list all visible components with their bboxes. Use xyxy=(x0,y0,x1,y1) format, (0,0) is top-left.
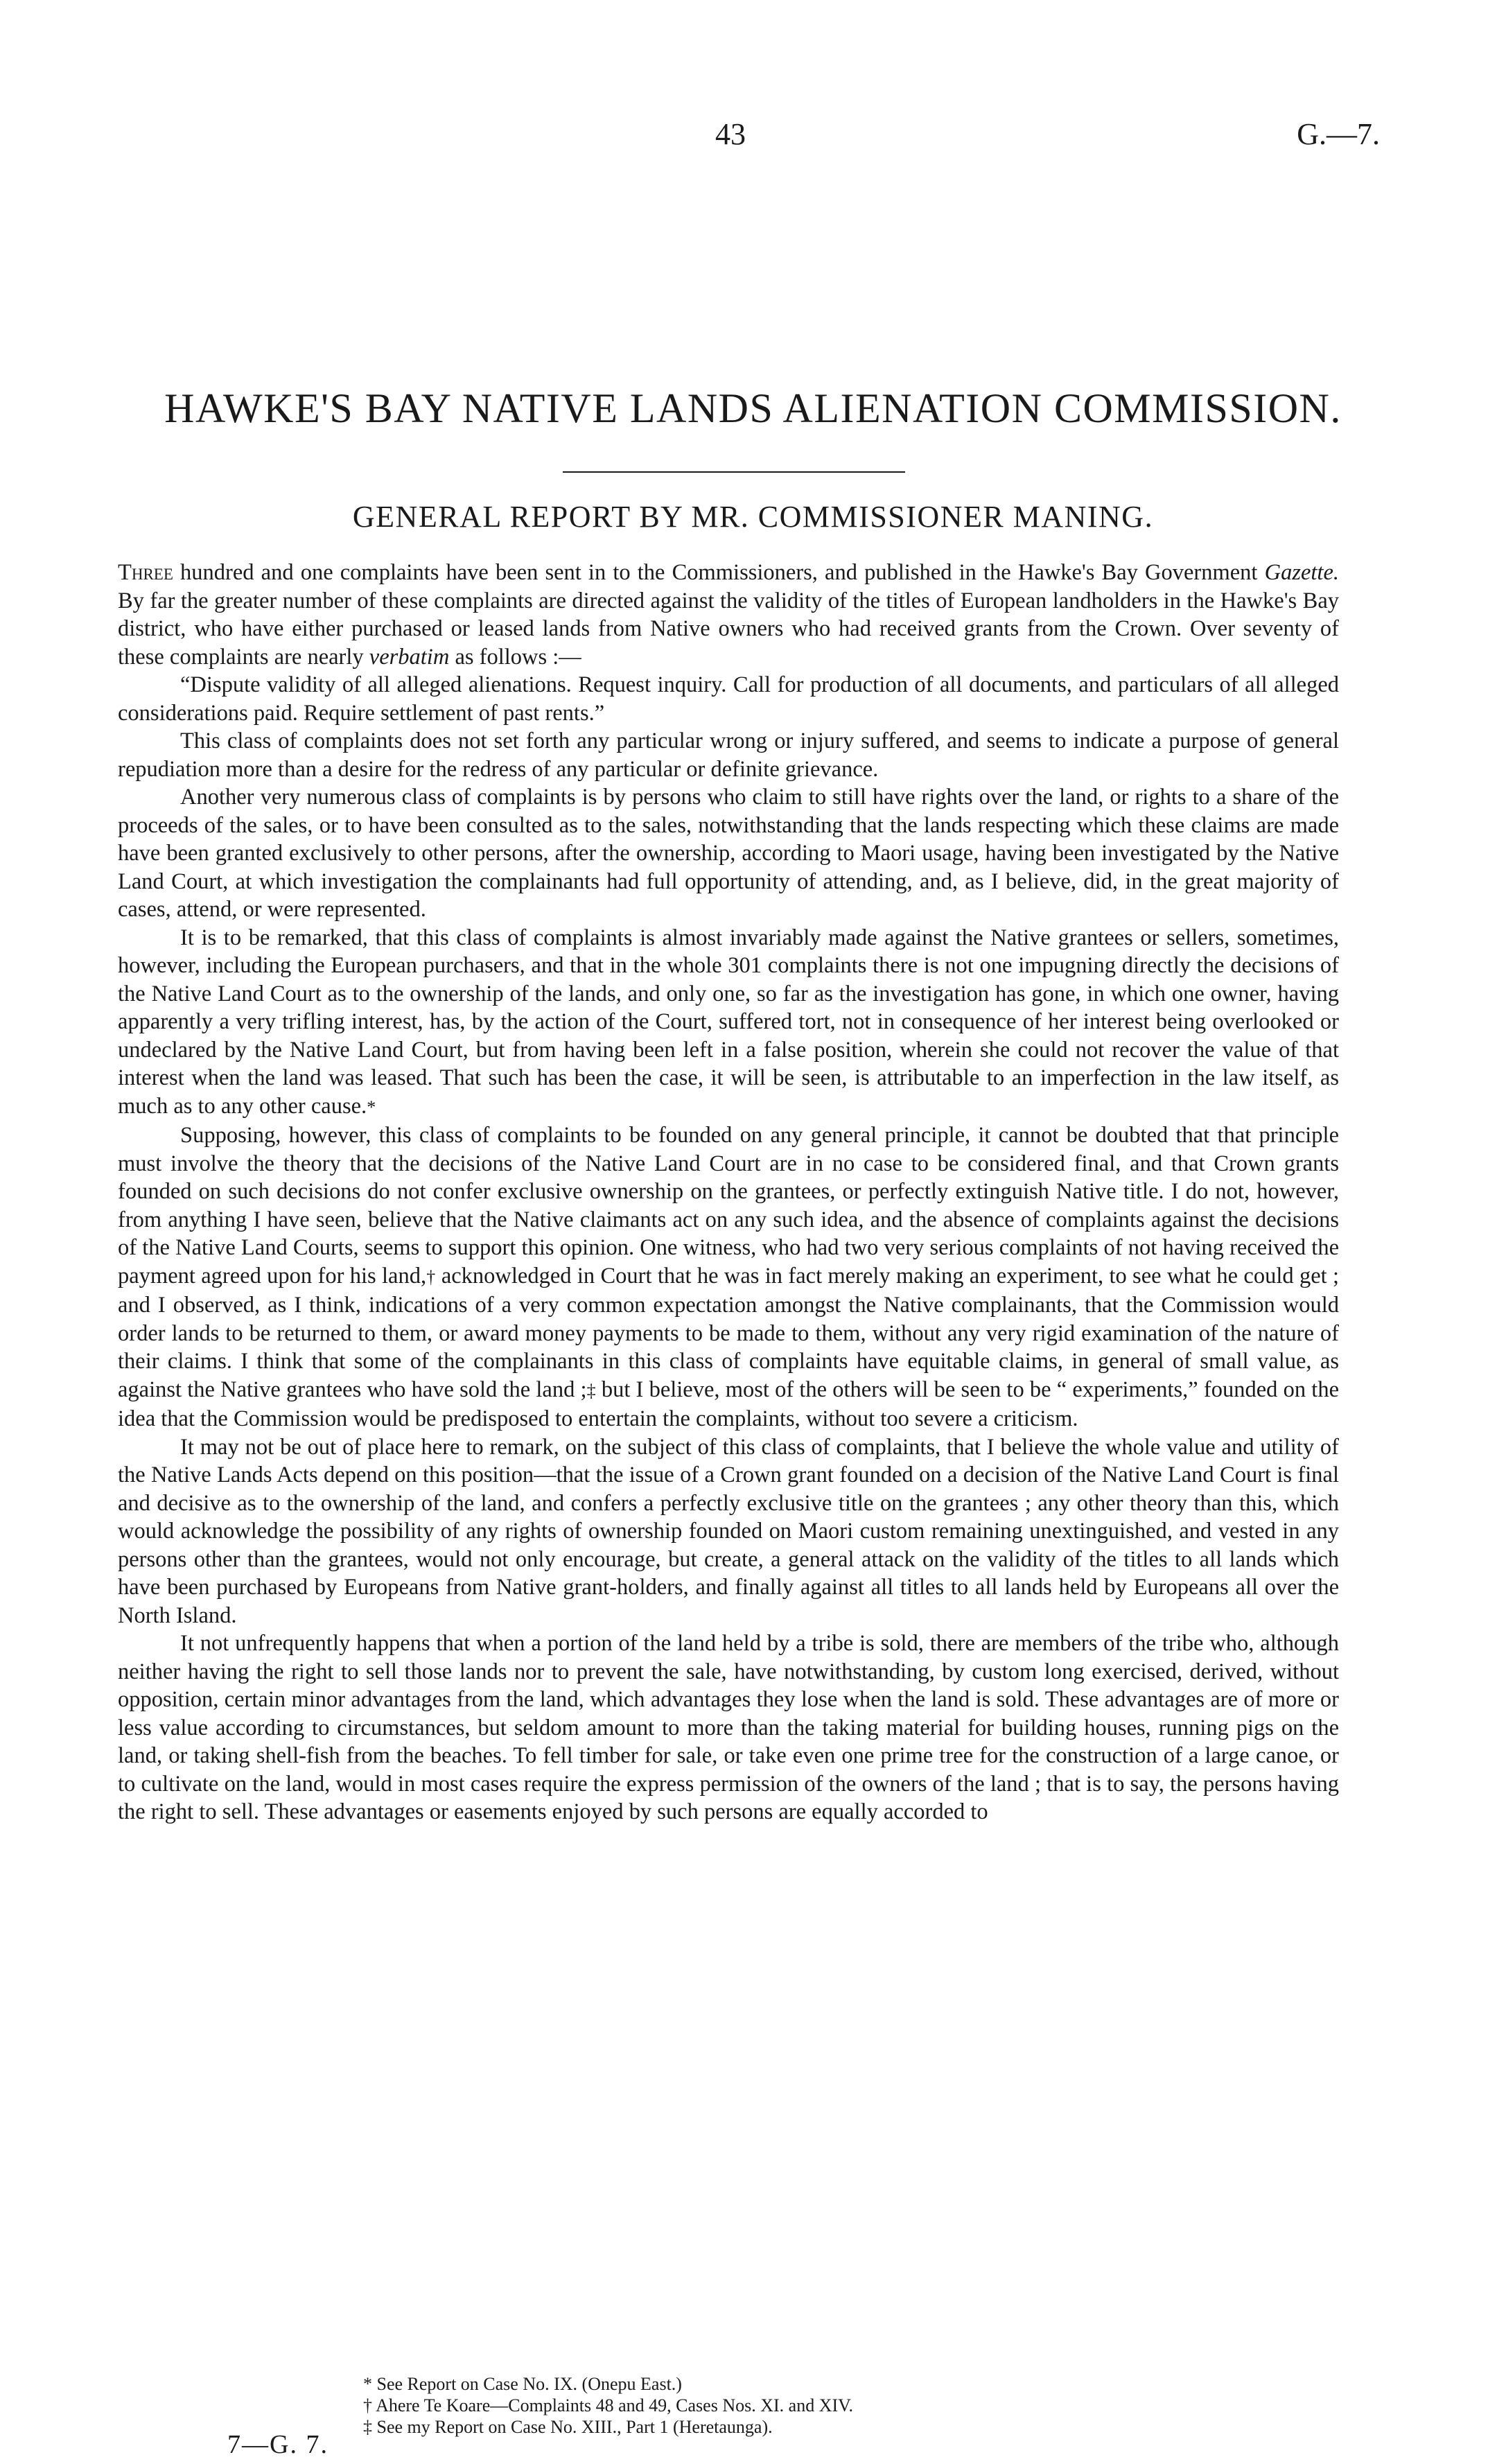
gazette-italic: Gazette. xyxy=(1264,560,1339,585)
report-body xyxy=(118,559,1339,1826)
title-rule xyxy=(563,471,905,473)
page-number: 43 xyxy=(715,117,746,151)
paragraph-8: It not unfrequently happens that when a portion of the land held by a tribe is sold, there are members of the tribe who, although neither having the right to sell those lands nor to prevent the sale, have notwithstanding, by custom long exercised, derived, without opposition, certain minor advantages from the land, which advantages they lose when the land is sold. These advantages are of more or less value according to circumstances, but seldom amount to more than the taking material for building houses, running pigs on the land, or taking shell-fish from the beaches. To fell timber for sale, or take even one prime tree for the construction of a large canoe, or to cultivate on the land, would in most cases require the express permission of the owners of the land ; that is to say, the persons having the right to sell. These advantages or easements enjoyed by such persons are equally accorded to xyxy=(118,1631,1339,1824)
paragraph-7: It may not be out of place here to remark, on the subject of this class of complaints, that I believe the whole value and utility of the Native Lands Acts depend on this position—that the issue of a Crown grant founded on a decision of the Native Land Court is final and decisive as to the ownership of the land, and confers a perfectly exclusive title on the grantees ; any other theory than this, which would acknowledge the possibility of any rights of ownership founded on Maori custom remaining unextinguished, and vested in any persons other than the grantees, would not only encourage, but create, a general attack on the validity of the titles to all lands which have been purchased by Europeans from Native grant-holders, and finally against all titles to all lands held by Europeans all over the North Island. xyxy=(118,1434,1339,1628)
paragraph-1: Three hundred and one complaints have been sent in to the Commissioners, and published in the Hawke's Bay Government Gazette. By far the greater number of these complaints are directed against the validity of the titles of European landholders in the Hawke's Bay district, who have either purchased or leased lands from Native owners who had received grants from the Crown. Over seventy of these complaints are nearly verbatim as follows :— xyxy=(118,560,1339,670)
footnote: ‡ See my Report on Case No. XIII., Part 1 (Heretaunga). xyxy=(363,2417,773,2437)
footnote: † Ahere Te Koare—Complaints 48 and 49, Cases Nos. XI. and XIV. xyxy=(363,2395,854,2415)
paragraph-3: This class of complaints does not set forth any particular wrong or injury suffered, and seems to indicate a purpose of general repudiation more than a desire for the redress of any particular or definite grievance. xyxy=(118,728,1339,782)
main-title: HAWKE'S BAY NATIVE LANDS ALIENATION COMMISSION. xyxy=(164,385,1342,431)
footnote-marker: † xyxy=(426,1266,436,1287)
paragraph-6: Supposing, however, this class of complaints to be founded on any general principle, it cannot be doubted that that principle must involve the theory that the decisions of the Native Land Court are in no case to be considered final, and that Crown grants founded on such decisions do not confer exclusive ownership on the grantees, or perfectly extinguish Native title. I do not, however, from anything I have seen, believe that the Native claimants act on any such idea, and the absence of complaints against the decisions of the Native Land Courts, seems to support this opinion. One witness, who had two very serious complaints of not having received the payment agreed upon for his land,† acknowledged in Court that he was in fact merely making an experiment, to see what he could get ; and I observed, as I think, indications of a very common expectation amongst the Native complainants, that the Commission would order lands to be returned to them, or award money payments to be made to them, without any very rigid examination of the nature of their claims. I think that some of the complainants in this class of complaints have equitable claims, in general of small value, as against the Native grantees who have sold the land ;‡ but I believe, most of the others will be seen to be “ experiments,” founded on the idea that the Commission would be predisposed to entertain the complaints, without too severe a criticism. xyxy=(118,1123,1340,1431)
paragraph-2-quote: “Dispute validity of all alleged alienations. Request inquiry. Call for production of all documents, and particulars of all alleged considerations paid. Require settlement of past rents.” xyxy=(118,672,1339,726)
report-subtitle: GENERAL REPORT BY MR. COMMISSIONER MANING. xyxy=(352,500,1154,534)
footnote: * See Report on Case No. IX. (Onepu East.) xyxy=(363,2374,682,2394)
footnote-marker: * xyxy=(367,1096,376,1117)
footnotes xyxy=(363,2373,1264,2438)
footnote-marker: ‡ xyxy=(586,1380,596,1401)
document-reference: G.—7. xyxy=(1297,117,1380,151)
paragraph-4: Another very numerous class of complaints is by persons who claim to still have rights over the land, or rights to a share of the proceeds of the sales, or to have been consulted as to the sales, notwithstanding that the lands respecting which these claims are made have been granted exclusively to other persons, after the ownership, according to Maori usage, having been investigated by the Native Land Court, at which investigation the complainants had full opportunity of attending, and, as I believe, did, in the great majority of cases, attend, or were represented. xyxy=(118,785,1339,922)
paragraph-5: It is to be remarked, that this class of complaints is almost invariably made against the Native grantees or sellers, sometimes, however, including the European purchasers, and that in the whole 301 complaints there is not one impugning directly the decisions of the Native Land Court as to the ownership of the lands, and only one, so far as the investigation has gone, in which one owner, having apparently a very trifling interest, has, by the action of the Court, suffered tort, not in consequence of her interest being overlooked or undeclared by the Native Land Court, but from having been left in a false position, wherein she could not recover the value of that interest when the land was leased. That such has been the case, it will be seen, is attributable to an imperfection in the law itself, as much as to any other cause.* xyxy=(118,925,1339,1119)
lead-word: Three xyxy=(118,560,173,585)
verbatim-italic: verbatim xyxy=(369,644,450,670)
signature-mark: 7—G. 7. xyxy=(227,2430,329,2459)
